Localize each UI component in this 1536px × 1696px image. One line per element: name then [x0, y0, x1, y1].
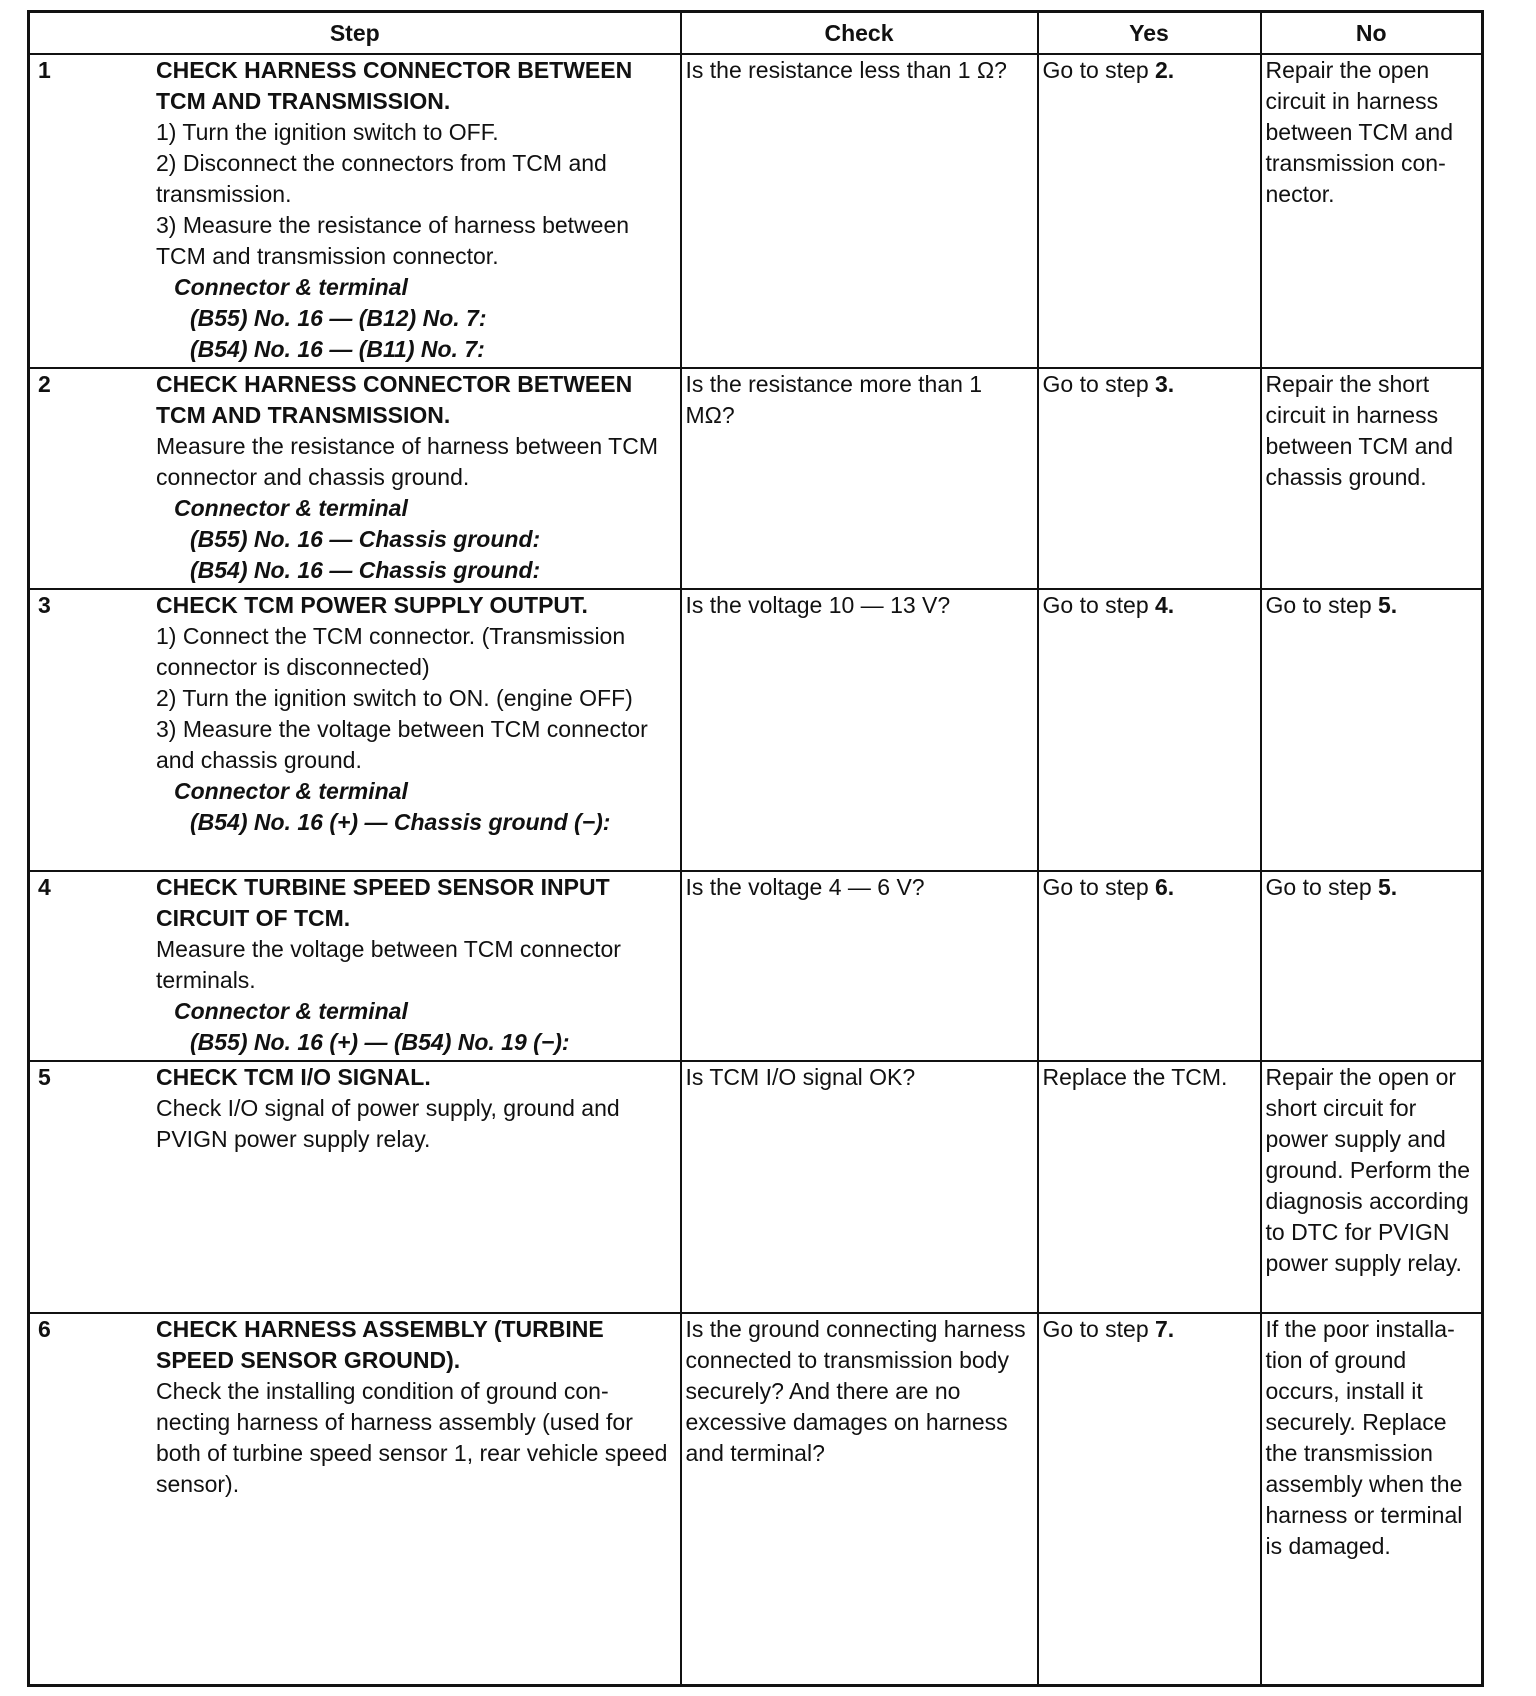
- header-yes: Yes: [1038, 12, 1261, 55]
- no-cell: If the poor installation of ground occurs, install it securely. Replace the transmission assembly when the harness or terminal is damaged.: [1261, 1313, 1483, 1685]
- step-cell: [29, 1061, 681, 1313]
- step-title: CHECK TCM I/O SIGNAL.: [156, 1064, 431, 1090]
- connector-terminal-label: Connector & terminal: [174, 998, 408, 1024]
- step-instruction: 1) Turn the ignition switch to OFF.: [156, 119, 499, 145]
- step-cell: [29, 368, 681, 589]
- yes-prefix: Go to step: [1042, 1316, 1156, 1342]
- step-number: 3: [38, 592, 51, 618]
- yes-cell: [1038, 1313, 1261, 1685]
- step-cell: [29, 589, 681, 871]
- check-cell: Is the voltage 10 — 13 V?: [681, 589, 1038, 871]
- yes-step-number: 7.: [1155, 1316, 1175, 1342]
- check-cell: Is the resistance less than 1 Ω?: [681, 54, 1038, 368]
- check-cell: Is TCM I/O signal OK?: [681, 1061, 1038, 1313]
- check-cell: Is the resistance more than 1 MΩ?: [681, 368, 1038, 589]
- header-row: [29, 12, 1483, 55]
- table-row: [29, 871, 1483, 1061]
- header-check: Check: [681, 12, 1038, 55]
- no-cell: [1261, 871, 1483, 1061]
- no-step-number: 5.: [1378, 874, 1398, 900]
- step-instruction: 2) Turn the ignition switch to ON. (engine OFF): [156, 685, 633, 711]
- step-cell: [29, 1313, 681, 1685]
- step-title: CHECK HARNESS CONNECTOR BETWEEN TCM AND TRANSMISSION.: [156, 57, 633, 114]
- header-step: Step: [29, 12, 681, 55]
- step-number: 1: [38, 57, 51, 83]
- connector-terminal-label: Connector & terminal: [174, 778, 408, 804]
- check-cell: Is the ground connecting harness connected to transmission body securely? And there are no excessive damages on harness and terminal?: [681, 1313, 1038, 1685]
- yes-prefix: Go to step: [1042, 371, 1156, 397]
- step-instruction: 3) Measure the resistance of harness between TCM and transmission connector.: [156, 212, 630, 269]
- step-instruction: 2) Disconnect the connectors from TCM and transmission.: [156, 150, 607, 207]
- connector-terminal-line: (B54) No. 16 — Chassis ground:: [190, 557, 541, 583]
- yes-cell: Replace the TCM.: [1038, 1061, 1261, 1313]
- step-title: CHECK HARNESS CONNECTOR BETWEEN TCM AND TRANSMISSION.: [156, 371, 633, 428]
- connector-terminal-line: (B54) No. 16 (+) — Chassis ground (−):: [190, 809, 611, 835]
- no-cell: [1261, 589, 1483, 871]
- no-step-number: 5.: [1378, 592, 1398, 618]
- yes-prefix: Go to step: [1042, 592, 1156, 618]
- connector-terminal-line: (B55) No. 16 — Chassis ground:: [190, 526, 541, 552]
- yes-step-number: 4.: [1155, 592, 1175, 618]
- table-row: [29, 368, 1483, 589]
- yes-prefix: Go to step: [1042, 874, 1156, 900]
- step-title: CHECK TCM POWER SUPPLY OUTPUT.: [156, 592, 588, 618]
- step-cell: [29, 871, 681, 1061]
- no-prefix: Go to step: [1265, 592, 1379, 618]
- step-instruction: 1) Connect the TCM connector. (Transmission connector is disconnected): [156, 623, 626, 680]
- table-row: [29, 1061, 1483, 1313]
- step-title: CHECK TURBINE SPEED SENSOR INPUT CIRCUIT OF TCM.: [156, 874, 610, 931]
- step-instruction: Check the installing condition of ground connecting harness of harness assembly (used for both of turbine speed sensor 1, rear vehicle speed sensor).: [156, 1378, 668, 1497]
- step-instruction: 3) Measure the voltage between TCM connector and chassis ground.: [156, 716, 648, 773]
- no-cell: Repair the open or short circuit for power supply and ground. Perform the diagnosis according to DTC for PVIGN power supply relay.: [1261, 1061, 1483, 1313]
- diagnostic-table-wrapper: [27, 10, 1484, 1687]
- check-cell: Is the voltage 4 — 6 V?: [681, 871, 1038, 1061]
- yes-step-number: 3.: [1155, 371, 1175, 397]
- yes-step-number: 2.: [1155, 57, 1175, 83]
- no-prefix: Go to step: [1265, 874, 1379, 900]
- step-cell: [29, 54, 681, 368]
- step-instruction: Measure the voltage between TCM connector terminals.: [156, 936, 621, 993]
- step-number: 6: [38, 1316, 51, 1342]
- yes-cell: [1038, 368, 1261, 589]
- yes-cell: [1038, 871, 1261, 1061]
- yes-prefix: Go to step: [1042, 57, 1156, 83]
- connector-terminal-line: (B55) No. 16 (+) — (B54) No. 19 (−):: [190, 1029, 570, 1055]
- yes-step-number: 6.: [1155, 874, 1175, 900]
- connector-terminal-line: (B54) No. 16 — (B11) No. 7:: [190, 336, 485, 362]
- diagnostic-table: [27, 10, 1484, 1687]
- step-number: 4: [38, 874, 51, 900]
- no-cell: Repair the short circuit in harness between TCM and chassis ground.: [1261, 368, 1483, 589]
- step-title: CHECK HARNESS ASSEMBLY (TURBINE SPEED SENSOR GROUND).: [156, 1316, 604, 1373]
- table-row: [29, 1313, 1483, 1685]
- step-instruction: Check I/O signal of power supply, ground and PVIGN power supply relay.: [156, 1095, 620, 1152]
- step-instruction: Measure the resistance of harness between TCM connector and chassis ground.: [156, 433, 658, 490]
- connector-terminal-label: Connector & terminal: [174, 274, 408, 300]
- connector-terminal-line: (B55) No. 16 — (B12) No. 7:: [190, 305, 487, 331]
- no-cell: Repair the open circuit in harness between TCM and transmission connector.: [1261, 54, 1483, 368]
- step-number: 2: [38, 371, 51, 397]
- yes-cell: [1038, 54, 1261, 368]
- step-number: 5: [38, 1064, 51, 1090]
- table-row: [29, 54, 1483, 368]
- header-no: No: [1261, 12, 1483, 55]
- table-row: [29, 589, 1483, 871]
- connector-terminal-label: Connector & terminal: [174, 495, 408, 521]
- yes-cell: [1038, 589, 1261, 871]
